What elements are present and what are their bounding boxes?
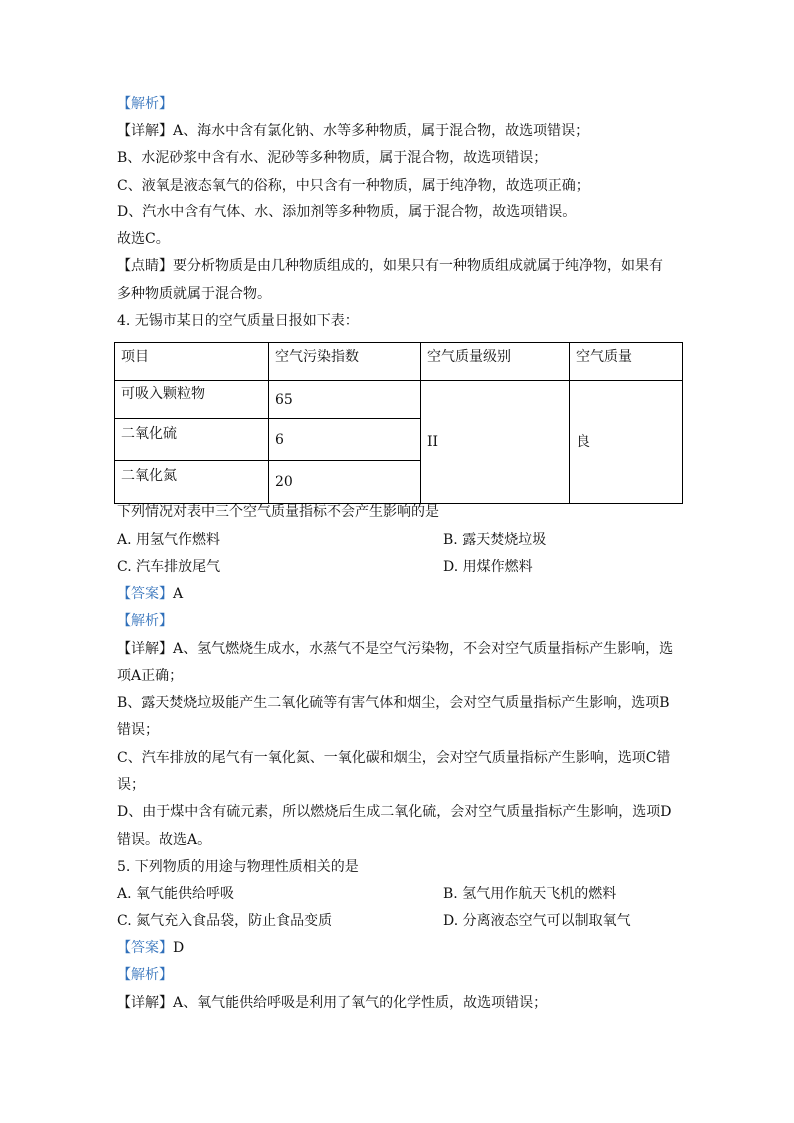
detail-label: 【详解】 (117, 123, 173, 139)
answer-label: 【答案】 (117, 586, 173, 602)
option-c: C. 氮气充入食品袋，防止食品变质 (117, 913, 333, 929)
option-c: C. 汽车排放尾气 (117, 559, 221, 575)
question-5-stem: 5. 下列物质的用途与物理性质相关的是 (117, 859, 359, 875)
analysis-label: 【解析】 (117, 613, 173, 629)
table-header: 空气污染指数 (269, 343, 421, 381)
answer-line (117, 939, 184, 957)
option-a: A. 用氢气作燃料 (117, 532, 221, 548)
detail-text: A、海水中含有氯化钠、水等多种物质，属于混合物，故选项错误； (173, 123, 590, 139)
table-cell-item: 二氧化硫 (115, 419, 269, 461)
detail-line: C、液氧是液态氧气的俗称，中只含有一种物质，属于纯净物，故选项正确； (117, 178, 590, 194)
detail-line: 错误； (117, 722, 159, 738)
answer-label: 【答案】 (117, 940, 173, 956)
detail-label: 【详解】 (117, 641, 173, 657)
detail-line: C、汽车排放的尾气有一氧化氮、一氧化碳和烟尘，会对空气质量指标产生影响，选项C错 (117, 750, 671, 766)
table-cell-index: 6 (269, 419, 421, 461)
table-cell-index: 65 (269, 381, 421, 419)
tip-line: 多种物质就属于混合物。 (117, 286, 271, 302)
answer-value: D (173, 940, 185, 956)
table-cell-quality: 良 (570, 381, 683, 504)
detail-text: A、氧气能供给呼吸是利用了氧气的化学性质，故选项错误； (173, 995, 548, 1011)
question-4-text: 下列情况对表中三个空气质量指标不会产生影响的是 (117, 504, 439, 520)
table-cell-item: 二氧化氮 (115, 461, 269, 504)
table-cell-index: 20 (269, 461, 421, 504)
tip-line (117, 257, 663, 275)
detail-line: B、露天焚烧垃圾能产生二氧化硫等有害气体和烟尘，会对空气质量指标产生影响，选项B (117, 695, 670, 711)
table-header: 空气质量级别 (421, 343, 570, 381)
answer-value: A (173, 586, 184, 602)
detail-line: 项A正确； (117, 668, 184, 684)
analysis-label: 【解析】 (117, 967, 173, 983)
option-d: D. 用煤作燃料 (443, 559, 533, 575)
analysis-label: 【解析】 (117, 96, 173, 112)
table-header: 项目 (115, 343, 269, 381)
table-header-row (115, 343, 683, 381)
conclusion: 故选C。 (117, 231, 170, 247)
option-b: B. 露天焚烧垃圾 (443, 532, 547, 548)
table-cell-item: 可吸入颗粒物 (115, 381, 269, 419)
detail-line (117, 994, 547, 1012)
table-row (115, 381, 683, 419)
option-a: A. 氧气能供给呼吸 (117, 886, 235, 902)
table-cell-level: II (421, 381, 570, 504)
option-b: B. 氢气用作航天飞机的燃料 (443, 886, 617, 902)
option-d: D. 分离液态空气可以制取氧气 (443, 913, 631, 929)
tip-label: 【点睛】 (117, 258, 173, 274)
detail-line (117, 122, 589, 140)
air-quality-table (114, 342, 683, 504)
detail-line: B、水泥砂浆中含有水、泥砂等多种物质，属于混合物，故选项错误； (117, 150, 548, 166)
detail-text: A、氢气燃烧生成水，水蒸气不是空气污染物，不会对空气质量指标产生影响，选 (173, 641, 674, 657)
detail-label: 【详解】 (117, 995, 173, 1011)
table-header: 空气质量 (570, 343, 683, 381)
tip-text: 要分析物质是由几种物质组成的，如果只有一种物质组成就属于纯净物，如果有 (173, 258, 663, 274)
detail-line: D、汽水中含有气体、水、添加剂等多种物质，属于混合物，故选项错误。 (117, 204, 577, 220)
question-4-stem: 4. 无锡市某日的空气质量日报如下表： (117, 313, 359, 329)
detail-line: D、由于煤中含有硫元素，所以燃烧后生成二氧化硫，会对空气质量指标产生影响，选项D (117, 804, 672, 820)
answer-line (117, 585, 183, 603)
detail-line: 误； (117, 777, 145, 793)
detail-line: 错误。故选A。 (117, 832, 212, 848)
detail-line (117, 640, 673, 658)
